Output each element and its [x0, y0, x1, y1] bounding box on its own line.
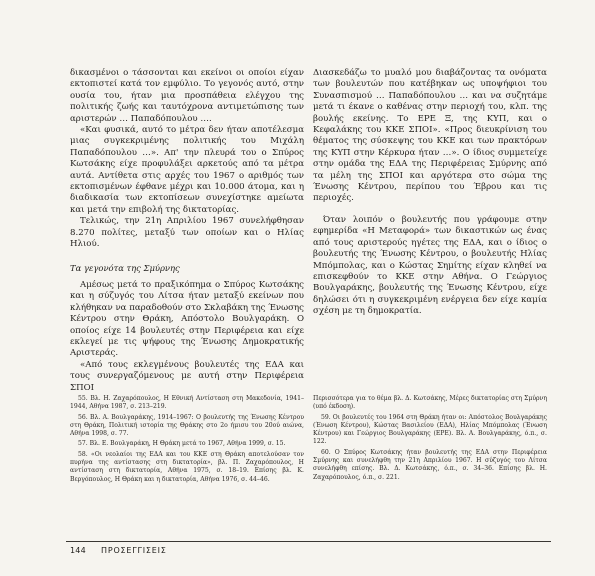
paragraph: Τελικώς, την 21η Απριλίου 1967 συνελήφθησαν 8.270 πολίτες, μεταξύ των οποίων και ο Ηλίας Ηλιού. [70, 216, 304, 250]
page-number: 144 [70, 546, 86, 555]
footnote: 57. Βλ. Ε. Βουλγαράκη, Η Θράκη μετά το 1967, Αθήνα 1999, σ. 15. [78, 440, 286, 448]
running-footer-title: ΠΡΟΣΕΓΓΙΣΕΙΣ [101, 546, 167, 555]
right-text-column [313, 68, 547, 318]
paragraph: Όταν λοιπόν ο βουλευτής που γράφουμε στην εφημερίδα «Η Μεταφορά» των δικαστικών ως ένας από τους αριστερούς ηγέτες της ΕΔΑ, και ο ίδιος ο βουλευτής της Ένωσης Κέντρου, ο βουλευτής Ηλίας Μπόμπολας, και ο Κώστας Σημίτης είχαν κληθεί να επισκεφθούν το ΚΚΕ στην Αθήνα. Ο Γεώργιος Βουλγαράκης, βουλευτής της Ένωσης Κέντρου, είχε δηλώσει ότι η συγκεκριμένη ενέργεια δεν είχε καμία σχέση με τη δημοκρατία. [313, 214, 547, 317]
paragraph: Αμέσως μετά το πραξικόπημα ο Σπύρος Κωτσάκης και η σύζυγός του Λίτσα ήταν μεταξύ εκείνων που κλήθηκαν να παραδοθούν στο Σκλαβάκη της Ένωσης Κέντρου στην Θράκη, Απόστολο Βουλγαράκη. Ο οποίος είχε 14 βουλευτές στην Περιφέρεια και είχε εκλεγεί με τις ψήφους της Ένωσης Δημοκρατικής Αριστεράς. [70, 279, 304, 359]
footnotes-left [70, 395, 304, 486]
footnote: 56. Βλ. Α. Βουλγαράκης, 1914–1967: Ο βουλευτής της Ένωσης Κέντρου στη Θράκη, Πολιτική ιστορία της Θράκης στο 2ο ήμισυ του 20ού αιώνα, Αθήνα 1998, σ. 77. [70, 413, 304, 438]
footnote: Περισσότερα για το θέμα βλ. Δ. Κωτσάκης, Μέρες δικτατορίας στη Σμύρνη (υπό έκδοση). [313, 395, 547, 411]
paragraph: Διασκεδάζω το μυαλό μου διαβάζοντας τα ονόματα των βουλευτών που κατέβηκαν ως υποψήφιοι του Συνασπισμού … Παπαδόπουλου … και να συζητάμε μετά τι έκανε ο καθένας στην περιοχή του, κλπ. της βουλής εκείνης. Το ΕΡΕ Ξ, της ΚΥΠ, και ο Κεφαλάκης του ΚΚΕ ΣΠΟΙ». «Προς διευκρίνιση του θέματος της σύσκεψης του ΚΚΕ και των πρακτόρων της ΚΥΠ στην Κέρκυρα ήταν …». Ο ίδιος συμμετείχε στην ομάδα της ΕΔΑ της Περιφέρειας Σμύρνης από τα μέλη της ΣΠΟΙ και αργότερα στο σώμα της Ένωσης Κέντρου, περίπου του Έβρου και τις περιοχές. [313, 68, 547, 204]
footnote: 58. «Οι νεολαίοι της ΕΔΑ και του ΚΚΕ στη Θράκη αποτελούσαν τον πυρήνα της αντίστασης στη δικτατορία», βλ. Π. Ζαχαρόπουλος, Η αντίσταση στη δικτατορία, Αθήνα 1975, σ. 18–19. Επίσης βλ. Κ. Βεργόπουλος, Η Θράκη και η δικτατορία, Αθήνα 1976, σ. 44–46. [70, 450, 304, 483]
paragraph: «Και φυσικά, αυτό το μέτρα δεν ήταν αποτέλεσμα μιας συγκεκριμένης πολιτικής του Μιχάλη Παπαδόπουλου …». Απ' την πλευρά του ο Σπύρος Κωτσάκης είχε προφυλάξει αρκετούς από τα μέτρα αυτά. Αντίθετα στις αρχές του 1967 ο αριθμός των εκτοπισμένων έφθανε μέχρι και 10.000 άτομα, και η διαδικασία των εκτοπίσεων συνεχίστηκε αμείωτα και μετά την επιβολή της δικτατορίας. [70, 125, 304, 215]
left-text-column [70, 68, 304, 394]
footnote: 55. Βλ. Η. Ζαχαρόπουλος, Η Εθνική Αντίσταση στη Μακεδονία, 1941–1944, Αθήνα 1987, σ. 213–219. [70, 395, 304, 411]
footer-rule [66, 541, 551, 542]
paragraph-gap [313, 205, 547, 215]
footnote: 59. Οι βουλευτές του 1964 στη Θράκη ήταν οι: Απόστολος Βουλγαράκης (Ένωση Κέντρου), Κώστας Βασιλείου (ΕΔΑ), Ηλίας Μπόμπολας (Ένωση Κέντρου) και Γεώργιος Βουλγαράκης (ΕΡΕ). Βλ. Α. Βουλγαράκης, ό.π., σ. 122. [313, 413, 547, 446]
section-subheading: Τα γεγονότα της Σμύρνης [70, 262, 180, 273]
paragraph: «Από τους εκλεγμένους βουλευτές της ΕΔΑ και τους συνεργαζόμενους με αυτή στην Περιφέρεια ΣΠΟΙ [70, 359, 304, 393]
footnote: 60. Ο Σπύρος Κωτσάκης ήταν βουλευτής της ΕΔΑ στην Περιφέρεια Σμύρνης και συνελήφθη την 21η Απριλίου 1967. Η σύζυγός του Λίτσα συνελήφθη επίσης. Βλ. Δ. Κωτσάκης, ό.π., σ. 34–36. Επίσης βλ. Η. Ζαχαρόπουλος, ό.π., σ. 221. [313, 448, 547, 481]
footnotes-right [313, 395, 547, 484]
paragraph: δικασμένοι ο τάσσονται και εκείνοι οι οποίοι είχαν εκτοπιστεί κατά τον εμφύλιο. Το γεγονός αυτό, στην ουσία του, ήταν μια προσπάθεια ελέγχου της πολιτικής ζωής και ταυτόχρονα αντιμετώπισης των αριστερών … Παπαδόπουλου …. [70, 68, 304, 124]
